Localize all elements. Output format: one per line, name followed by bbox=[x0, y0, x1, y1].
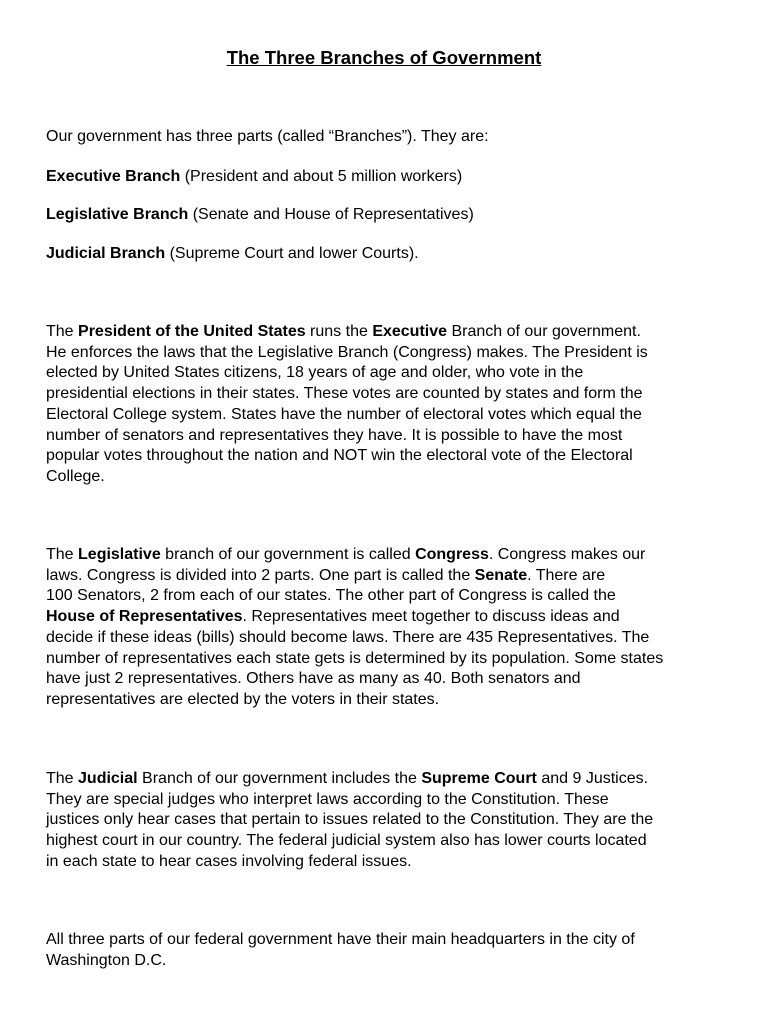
text-line: The President of the United States runs the Executive Branch of our government. bbox=[46, 323, 641, 340]
text-line: have just 2 representatives. Others have as many as 40. Both senators and bbox=[46, 670, 581, 688]
text-line: justices only hear cases that pertain to issues related to the Constitution. They are the bbox=[46, 811, 654, 829]
text-line: They are special judges who interpret laws according to the Constitution. These bbox=[46, 790, 609, 808]
branch-name: Executive Branch bbox=[46, 168, 181, 185]
branch-detail: (President and about 5 million workers) bbox=[180, 168, 463, 185]
branch-name: Legislative Branch bbox=[46, 206, 189, 223]
judicial-paragraph bbox=[46, 769, 736, 873]
text-line: House of Representatives. Representatives meet together to discuss ideas and bbox=[46, 608, 620, 626]
branch-detail: (Senate and House of Representatives) bbox=[188, 206, 474, 223]
text-line: popular votes throughout the nation and NOT win the electoral vote of the Electoral bbox=[46, 447, 633, 465]
text-line: highest court in our country. The federal judicial system also has lower courts located bbox=[46, 832, 647, 850]
text-line: decide if these ideas (bills) should become laws. There are 435 Representatives. The bbox=[46, 628, 650, 646]
page-title: The Three Branches of Government bbox=[226, 47, 542, 68]
branch-item-executive bbox=[46, 167, 736, 188]
intro-paragraph: Our government has three parts (called “Branches”). They are: bbox=[46, 128, 489, 145]
closing-paragraph bbox=[46, 930, 736, 971]
text-line: Electoral College system. States have the number of electoral votes which equal the bbox=[46, 405, 642, 423]
text-line: number of representatives each state gets is determined by its population. Some states bbox=[46, 649, 664, 667]
text-line: in each state to hear cases involving federal issues. bbox=[46, 852, 412, 870]
text-line: All three parts of our federal government have their main headquarters in the city of bbox=[46, 931, 635, 948]
legislative-paragraph bbox=[46, 545, 736, 711]
text-line: elected by United States citizens, 18 years of age and older, who vote in the bbox=[46, 364, 584, 382]
branch-name: Judicial Branch bbox=[46, 245, 166, 262]
branch-detail: (Supreme Court and lower Courts). bbox=[165, 245, 419, 262]
text-line: presidential elections in their states. These votes are counted by states and form the bbox=[46, 385, 643, 403]
text-line: laws. Congress is divided into 2 parts. One part is called the Senate. There are bbox=[46, 566, 606, 584]
text-line: representatives are elected by the voters in their states. bbox=[46, 690, 440, 708]
branch-item-judicial bbox=[46, 244, 736, 265]
text-line: The Judicial Branch of our government includes the Supreme Court and 9 Justices. bbox=[46, 770, 649, 787]
text-line: The Legislative branch of our government is called Congress. Congress makes our bbox=[46, 546, 646, 563]
text-line: number of senators and representatives they have. It is possible to have the most bbox=[46, 426, 623, 444]
text-line: College. bbox=[46, 467, 105, 485]
text-line: He enforces the laws that the Legislative Branch (Congress) makes. The President is bbox=[46, 343, 648, 361]
text-line: 100 Senators, 2 from each of our states. The other part of Congress is called the bbox=[46, 587, 616, 605]
executive-paragraph bbox=[46, 322, 736, 488]
text-line: Washington D.C. bbox=[46, 951, 167, 969]
branch-item-legislative bbox=[46, 205, 736, 226]
